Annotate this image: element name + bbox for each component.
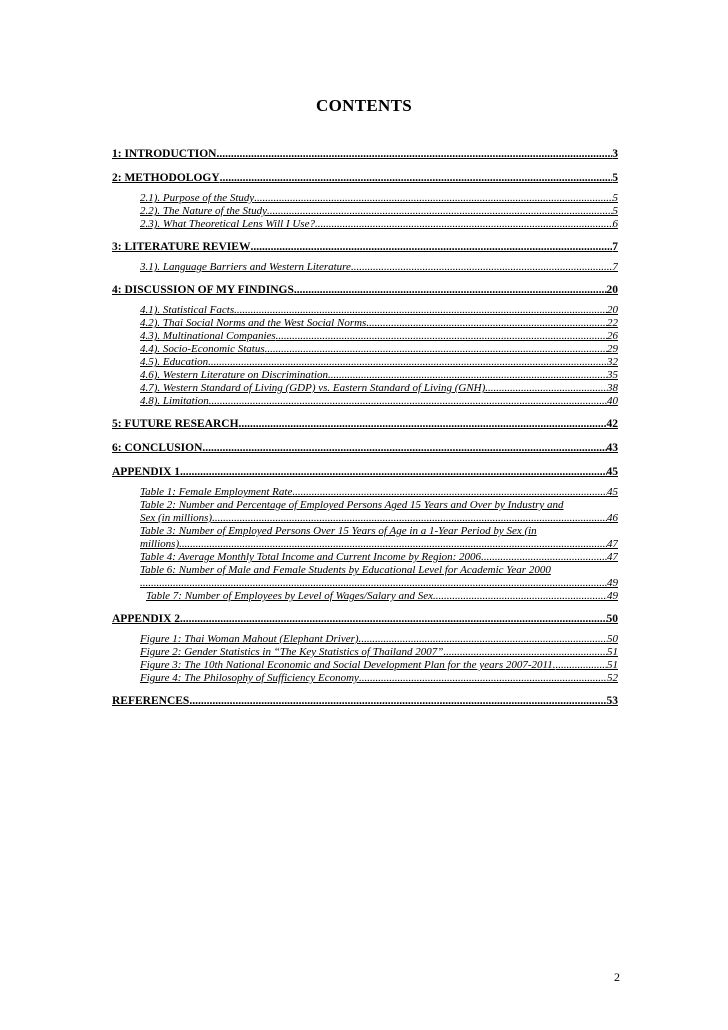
toc-line	[112, 282, 618, 298]
toc-page-number: 29	[607, 343, 618, 355]
toc-subsection-link[interactable]	[140, 486, 618, 499]
toc-line	[140, 369, 618, 382]
toc-line	[140, 577, 618, 590]
toc-subsection-link[interactable]	[140, 659, 618, 672]
toc-subsection-group	[112, 261, 618, 274]
toc-line	[112, 693, 618, 709]
toc-leader	[485, 382, 607, 395]
toc-line	[140, 382, 618, 395]
table-of-contents	[112, 146, 618, 717]
toc-subsection-label: Figure 3: The 10th National Economic and Social Development Plan for the years 2007-2011.	[140, 659, 556, 671]
toc-section-label: 3: LITERATURE REVIEW	[112, 241, 251, 253]
toc-leader	[433, 590, 607, 603]
toc-page-number: 49	[607, 590, 618, 602]
toc-leader	[359, 672, 607, 685]
toc-page-number: 38	[607, 382, 618, 394]
toc-page-number: 51	[607, 659, 618, 671]
toc-page-number: 40	[607, 395, 618, 407]
toc-page-number: 47	[607, 538, 618, 550]
toc-leader	[234, 304, 607, 317]
toc-subsection-label: Table 1: Female Employment Rate	[140, 486, 293, 498]
toc-subsection-link[interactable]	[140, 633, 618, 646]
toc-section-link[interactable]	[112, 282, 618, 298]
toc-line	[140, 395, 618, 408]
toc-leader	[328, 369, 607, 382]
toc-leader	[179, 538, 607, 551]
toc-page-number: 5	[612, 172, 618, 184]
toc-page-number: 46	[607, 512, 618, 524]
toc-subsection-label: millions)	[140, 538, 180, 550]
toc-leader	[239, 416, 607, 432]
page-number: 2	[614, 970, 620, 984]
toc-line	[140, 538, 618, 551]
toc-line	[140, 486, 618, 499]
toc-subsection-label: 2.3). What Theoretical Lens Will I Use?	[140, 218, 315, 230]
toc-line	[112, 416, 618, 432]
toc-section-link[interactable]	[112, 170, 618, 186]
toc-line	[140, 343, 618, 356]
toc-subsection-link[interactable]	[140, 646, 618, 659]
toc-page-number: 26	[607, 330, 618, 342]
toc-subsection-link[interactable]	[140, 317, 618, 330]
toc-page-number: 6	[612, 218, 618, 230]
toc-section-link[interactable]	[112, 440, 618, 456]
toc-leader	[294, 282, 607, 298]
toc-subsection-label: 4.2). Thai Social Norms and the West Social Norms	[140, 317, 367, 329]
toc-subsection-label-line1: Table 2: Number and Percentage of Employed Persons Aged 15 Years and Over by Industry and	[140, 499, 564, 511]
toc-subsection-link[interactable]	[140, 551, 618, 564]
toc-page-number: 49	[607, 577, 618, 589]
toc-page-number: 20	[607, 304, 618, 316]
toc-subsection-link[interactable]	[146, 590, 618, 603]
toc-line	[112, 170, 618, 186]
toc-subsection-group	[112, 633, 618, 685]
toc-section-label: 1: INTRODUCTION	[112, 148, 217, 160]
toc-leader	[481, 551, 607, 564]
toc-leader	[556, 659, 608, 672]
toc-page-number: 32	[607, 356, 618, 368]
toc-line	[112, 611, 618, 627]
toc-leader	[250, 239, 612, 255]
toc-subsection-link[interactable]	[140, 343, 618, 356]
toc-line	[140, 261, 618, 274]
toc-section-link[interactable]	[112, 146, 618, 162]
toc-page-number: 43	[606, 442, 618, 454]
toc-subsection-link[interactable]	[140, 499, 618, 525]
toc-line	[112, 440, 618, 456]
toc-page-number: 52	[607, 672, 618, 684]
page-title: CONTENTS	[316, 96, 412, 115]
toc-subsection-label: 4.8). Limitation	[140, 395, 209, 407]
toc-section-label: REFERENCES	[112, 695, 190, 707]
toc-leader	[267, 205, 613, 218]
toc-line	[140, 304, 618, 317]
toc-section-label: 6: CONCLUSION	[112, 442, 203, 454]
toc-leader	[315, 218, 613, 231]
toc-leader	[180, 611, 606, 627]
toc-leader	[189, 693, 606, 709]
toc-subsection-link[interactable]	[140, 356, 618, 369]
toc-subsection-label: Figure 1: Thai Woman Mahout (Elephant Driver).	[140, 633, 362, 645]
toc-leader	[216, 146, 612, 162]
toc-leader	[366, 317, 607, 330]
toc-section-label: 2: METHODOLOGY	[112, 172, 220, 184]
toc-page-number: 42	[606, 418, 618, 430]
toc-subsection-label: 4.4). Socio-Economic Status	[140, 343, 265, 355]
toc-line	[140, 330, 618, 343]
toc-page-number: 3	[612, 148, 618, 160]
toc-subsection-link[interactable]	[140, 395, 618, 408]
toc-subsection-label: Figure 2: Gender Statistics in “The Key Statistics of Thailand 2007”	[140, 646, 444, 658]
toc-section-link[interactable]	[112, 416, 618, 432]
toc-subsection-label: 3.1). Language Barriers and Western Literature	[140, 261, 351, 273]
toc-subsection-label: 2.1). Purpose of the Study	[140, 192, 255, 204]
toc-line	[140, 317, 618, 330]
toc-subsection-label: 4.3). Multinational Companies	[140, 330, 276, 342]
toc-page-number: 53	[606, 695, 618, 707]
toc-page-number: 47	[607, 551, 618, 563]
toc-subsection-link[interactable]	[140, 304, 618, 317]
toc-leader	[209, 395, 607, 408]
toc-section-link[interactable]	[112, 239, 618, 255]
toc-page-number: 50	[606, 613, 618, 625]
toc-line	[140, 205, 618, 218]
toc-leader	[254, 192, 612, 205]
toc-leader	[443, 646, 607, 659]
toc-subsection-label-line1: Table 6: Number of Male and Female Students by Educational Level for Academic Year 2000	[140, 564, 551, 576]
toc-subsection-link[interactable]	[140, 564, 618, 590]
toc-line	[140, 646, 618, 659]
toc-subsection-group	[112, 486, 618, 603]
toc-section-label: 4: DISCUSSION OF MY FINDINGS	[112, 284, 294, 296]
toc-line	[140, 672, 618, 685]
toc-line	[112, 146, 618, 162]
toc-leader	[276, 330, 607, 343]
toc-subsection-link[interactable]	[140, 672, 618, 685]
toc-subsection-link[interactable]	[140, 369, 618, 382]
toc-section-link[interactable]	[112, 611, 618, 627]
toc-subsection-link[interactable]	[140, 525, 618, 551]
toc-page-number: 45	[607, 486, 618, 498]
toc-leader	[220, 170, 613, 186]
toc-subsection-label-line1: Table 3: Number of Employed Persons Over 15 Years of Age in a 1-Year Period by Sex (in	[140, 525, 537, 537]
toc-subsection-label: Table 7: Number of Employees by Level of Wages/Salary and Sex	[146, 590, 433, 602]
toc-line	[140, 192, 618, 205]
toc-section-link[interactable]	[112, 464, 618, 480]
toc-page-number: 5	[612, 192, 618, 204]
toc-subsection-label: 4.5). Education	[140, 356, 209, 368]
toc-line	[146, 590, 618, 603]
toc-leader	[292, 486, 607, 499]
toc-page-number: 7	[612, 241, 618, 253]
toc-line	[140, 512, 618, 525]
toc-line	[112, 239, 618, 255]
toc-leader	[202, 440, 606, 456]
toc-subsection-label: 4.6). Western Literature on Discrimination	[140, 369, 329, 381]
toc-leader	[208, 356, 607, 369]
toc-subsection-link[interactable]	[140, 192, 618, 205]
toc-page-number: 7	[612, 261, 618, 273]
toc-leader	[351, 261, 613, 274]
toc-subsection-link[interactable]	[140, 205, 618, 218]
toc-line	[140, 659, 618, 672]
toc-subsection-link[interactable]	[140, 261, 618, 274]
toc-leader	[212, 512, 607, 525]
toc-page-number: 45	[606, 466, 618, 478]
toc-subsection-link[interactable]	[140, 218, 618, 231]
toc-subsection-link[interactable]	[140, 330, 618, 343]
toc-subsection-label: 4.1). Statistical Facts	[140, 304, 235, 316]
toc-leader	[361, 633, 607, 646]
toc-subsection-label: 2.2). The Nature of the Study	[140, 205, 267, 217]
toc-subsection-label: 4.7). Western Standard of Living (GDP) vs. Eastern Standard of Living (GNH)	[140, 382, 486, 394]
toc-line	[140, 633, 618, 646]
toc-subsection-group	[112, 192, 618, 231]
toc-section-link[interactable]	[112, 693, 618, 709]
toc-section-label: APPENDIX 1	[112, 466, 181, 478]
toc-subsection-link[interactable]	[140, 382, 618, 395]
toc-subsection-label: Table 4: Average Monthly Total Income and Current Income by Region: 2006	[140, 551, 482, 563]
toc-section-label: APPENDIX 2	[112, 613, 181, 625]
toc-page-number: 50	[607, 633, 618, 645]
toc-leader	[180, 464, 606, 480]
toc-line	[112, 464, 618, 480]
toc-page-number: 51	[607, 646, 618, 658]
toc-page-number: 35	[607, 369, 618, 381]
toc-page-number: 22	[607, 317, 618, 329]
toc-line	[140, 551, 618, 564]
toc-page-number: 5	[612, 205, 618, 217]
toc-subsection-group	[112, 304, 618, 408]
toc-line	[140, 218, 618, 231]
toc-leader	[265, 343, 607, 356]
toc-line	[140, 356, 618, 369]
toc-subsection-label: Figure 4: The Philosophy of Sufficiency Economy	[140, 672, 359, 684]
toc-page-number: 20	[606, 284, 618, 296]
toc-section-label: 5: FUTURE RESEARCH	[112, 418, 239, 430]
toc-leader	[140, 577, 607, 590]
toc-subsection-label: Sex (in millions)	[140, 512, 213, 524]
